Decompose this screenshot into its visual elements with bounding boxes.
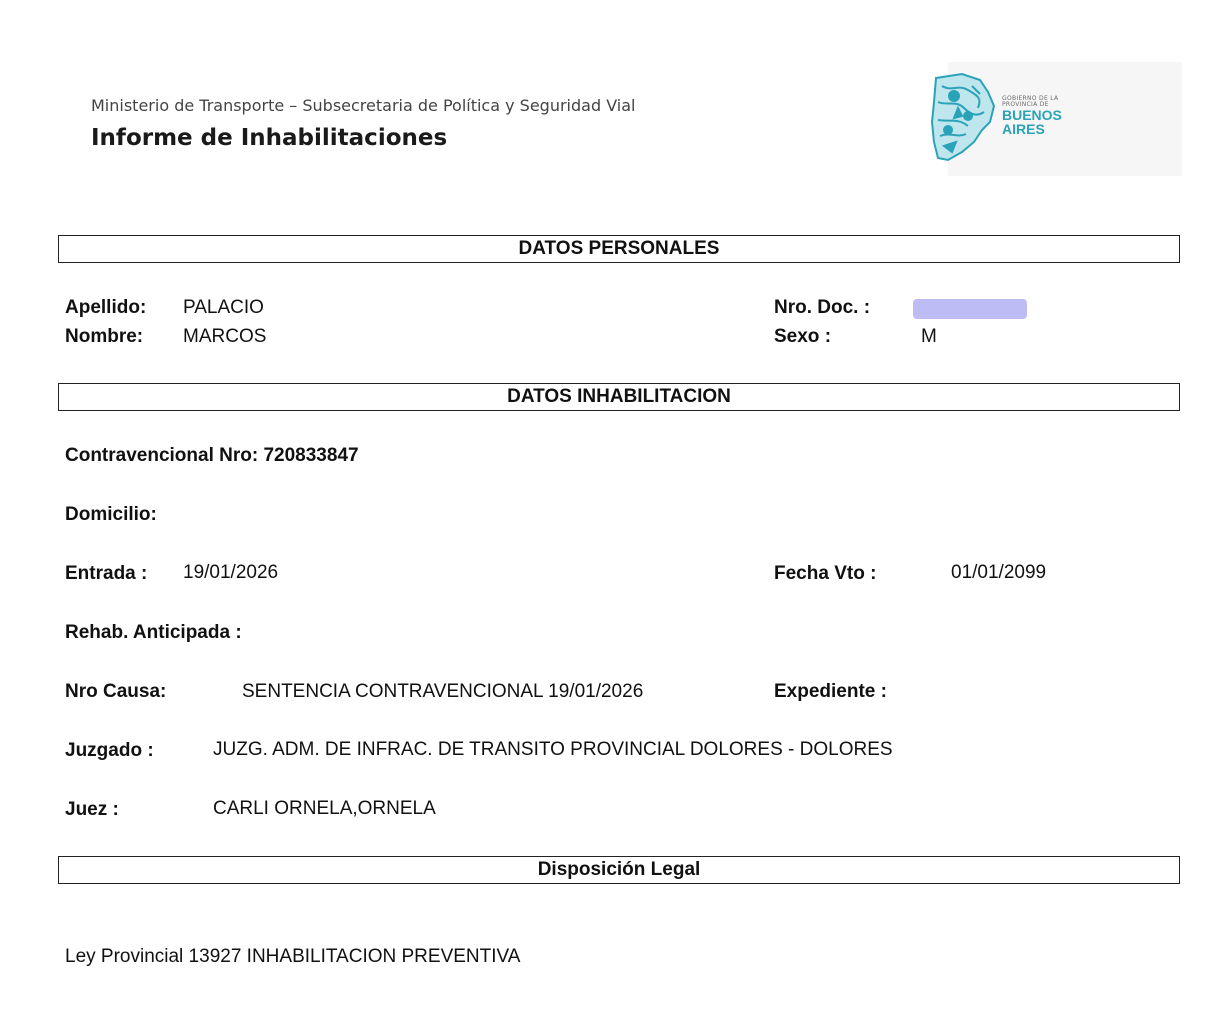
province-map-icon: [928, 72, 998, 164]
juez-label: Juez :: [65, 799, 119, 820]
section-datos-inhabilitacion: DATOS INHABILITACION: [58, 383, 1180, 411]
logo-line-3: BUENOS: [1002, 107, 1062, 123]
juez-value: CARLI ORNELA,ORNELA: [213, 798, 436, 819]
fecha-vto-label: Fecha Vto :: [774, 563, 877, 584]
nro-doc-label: Nro. Doc. :: [774, 297, 871, 318]
logo-line-1: GOBIERNO DE LA: [1002, 95, 1059, 102]
sexo-value: M: [921, 326, 937, 347]
juzgado-value: JUZG. ADM. DE INFRAC. DE TRANSITO PROVINCIAL DOLORES - DOLORES: [213, 739, 893, 760]
nro-causa-label: Nro Causa:: [65, 681, 167, 702]
document-title: Informe de Inhabilitaciones: [91, 125, 448, 151]
sexo-label: Sexo :: [774, 326, 832, 347]
expediente-label: Expediente :: [774, 681, 887, 702]
fecha-vto-value: 01/01/2099: [951, 562, 1047, 583]
nro-causa-value: SENTENCIA CONTRAVENCIONAL 19/01/2026: [242, 681, 644, 702]
contravencional-number: Contravencional Nro: 720833847: [65, 445, 359, 466]
juzgado-label: Juzgado :: [65, 740, 154, 761]
buenos-aires-logo: [928, 62, 1182, 176]
section-datos-personales: DATOS PERSONALES: [58, 235, 1180, 263]
entrada-label: Entrada :: [65, 563, 148, 584]
legal-text: Ley Provincial 13927 INHABILITACION PREVENTIVA: [65, 946, 521, 967]
domicilio-label: Domicilio:: [65, 504, 157, 525]
logo-wordmark: [1002, 96, 1062, 136]
nombre-value: MARCOS: [183, 326, 267, 347]
nombre-label: Nombre:: [65, 326, 144, 347]
logo-line-4: AIRES: [1002, 121, 1045, 137]
section-disposicion-legal: Disposición Legal: [58, 856, 1180, 884]
entrada-value: 19/01/2026: [183, 562, 279, 583]
ministry-heading: Ministerio de Transporte – Subsecretaria de Política y Seguridad Vial: [91, 96, 636, 115]
apellido-label: Apellido:: [65, 297, 147, 318]
apellido-value: PALACIO: [183, 297, 264, 318]
rehab-anticipada-label: Rehab. Anticipada :: [65, 622, 242, 643]
nro-doc-redaction: [913, 299, 1027, 319]
logo-line-2: PROVINCIA DE: [1002, 101, 1049, 108]
